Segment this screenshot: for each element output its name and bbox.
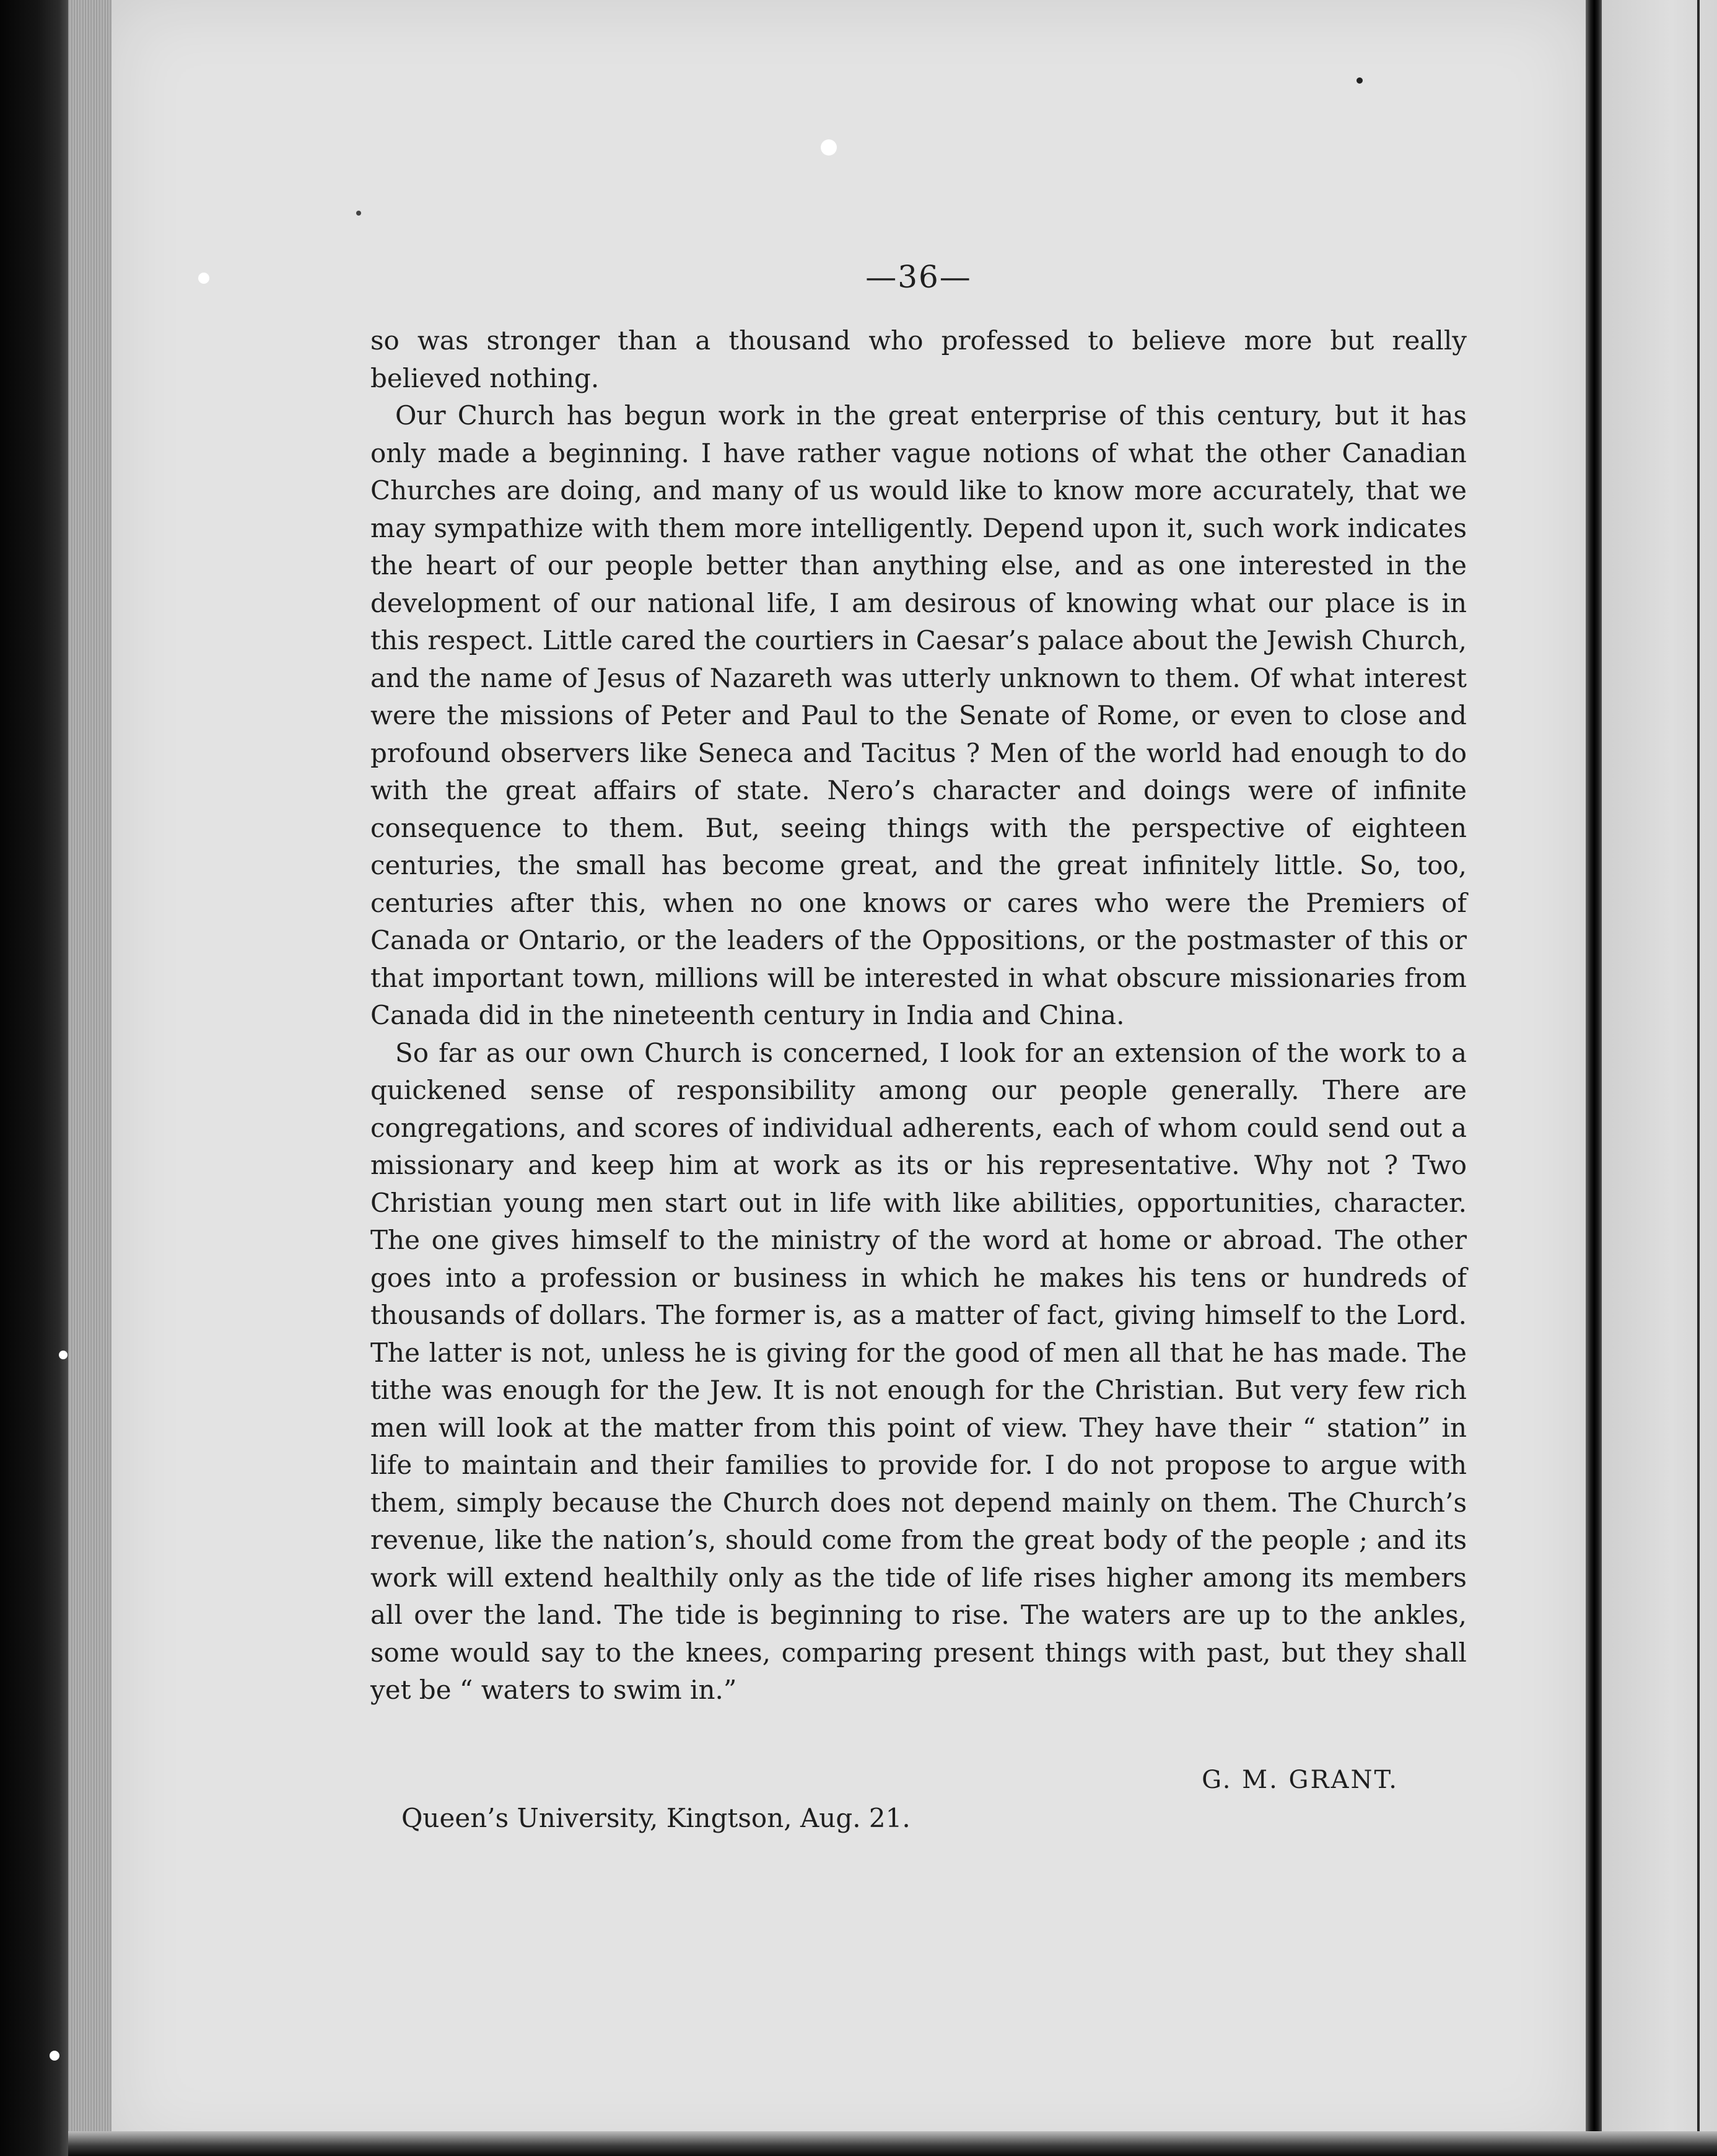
dateline: Queen’s University, Kingtson, Aug. 21. <box>401 1803 911 1833</box>
binding-gutter <box>1586 0 1602 2156</box>
body-text <box>370 322 1467 1709</box>
facing-page-edge <box>1602 0 1717 2156</box>
scanner-bottom-border <box>68 2131 1717 2156</box>
facing-page-line <box>1697 0 1700 2156</box>
dust-speck <box>1357 77 1363 84</box>
scanner-left-border <box>0 0 68 2156</box>
paragraph-3: So far as our own Church is concerned, I look for an extension of the work to a quickened sense of responsibility among our people generally. There are congregations, and scores of individual adherents, each of whom could send out a missionary and keep him at work as its or his representative. Why not ? Two Christian young men start out in life with like abilities, opportunities, character. The one gives himself to the ministry of the word at home or abroad. The other goes into a profession or business in which he makes his tens or hundreds of thousands of dollars. The former is, as a matter of fact, giving himself to the Lord. The latter is not, unless he is giving for the good of men all that he has made. The tithe was enough for the Jew. It is not enough for the Christian. But very few rich men will look at the matter from this point of view. They have their “ station” in life to maintain and their families to provide for. I do not propose to argue with them, simply because the Church does not depend mainly on them. The Church’s revenue, like the nation’s, should come from the great body of the people ; and its work will extend healthily only as the tide of life rises higher among its members all over the land. The tide is beginning to rise. The waters are up to the ankles, some would say to the knees, comparing present things with past, but they shall yet be “ waters to swim in.” <box>370 1037 1467 1705</box>
signature: G. M. GRANT. <box>1202 1766 1399 1794</box>
dust-speck <box>50 2051 59 2061</box>
dust-speck <box>198 273 209 284</box>
dust-speck <box>821 139 837 156</box>
dust-speck <box>59 1351 68 1359</box>
dust-speck <box>356 211 361 216</box>
paragraph-1: so was stronger than a thousand who professed to believe more but really believed nothing. <box>370 325 1467 393</box>
page-number: —36— <box>865 259 972 295</box>
page-stack-edge <box>68 0 111 2156</box>
paragraph-2: Our Church has begun work in the great enterprise of this century, but it has only made a beginning. I have rather vague notions of what the other Canadian Churches are doing, and many of us would like to know more accurately, that we may sympathize with them more intelligently. Depend upon it, such work indicates the heart of our people better than anything else, and as one interested in the development of our national life, I am desirous of knowing what our place is in this respect. Little cared the courtiers in Caesar’s palace about the Jewish Church, and the name of Jesus of Nazareth was utterly unknown to them. Of what interest were the missions of Peter and Paul to the Senate of Rome, or even to close and profound observers like Seneca and Tacitus ? Men of the world had enough to do with the great affairs of state. Nero’s character and doings were of infinite consequence to them. But, seeing things with the perspective of eighteen centuries, the small has become great, and the great infinitely little. So, too, centuries after this, when no one knows or cares who were the Premiers of Canada or Ontario, or the leaders of the Oppositions, or the postmaster of this or that important town, millions will be interested in what obscure missionaries from Canada did in the nineteenth century in India and China. <box>370 400 1467 1030</box>
